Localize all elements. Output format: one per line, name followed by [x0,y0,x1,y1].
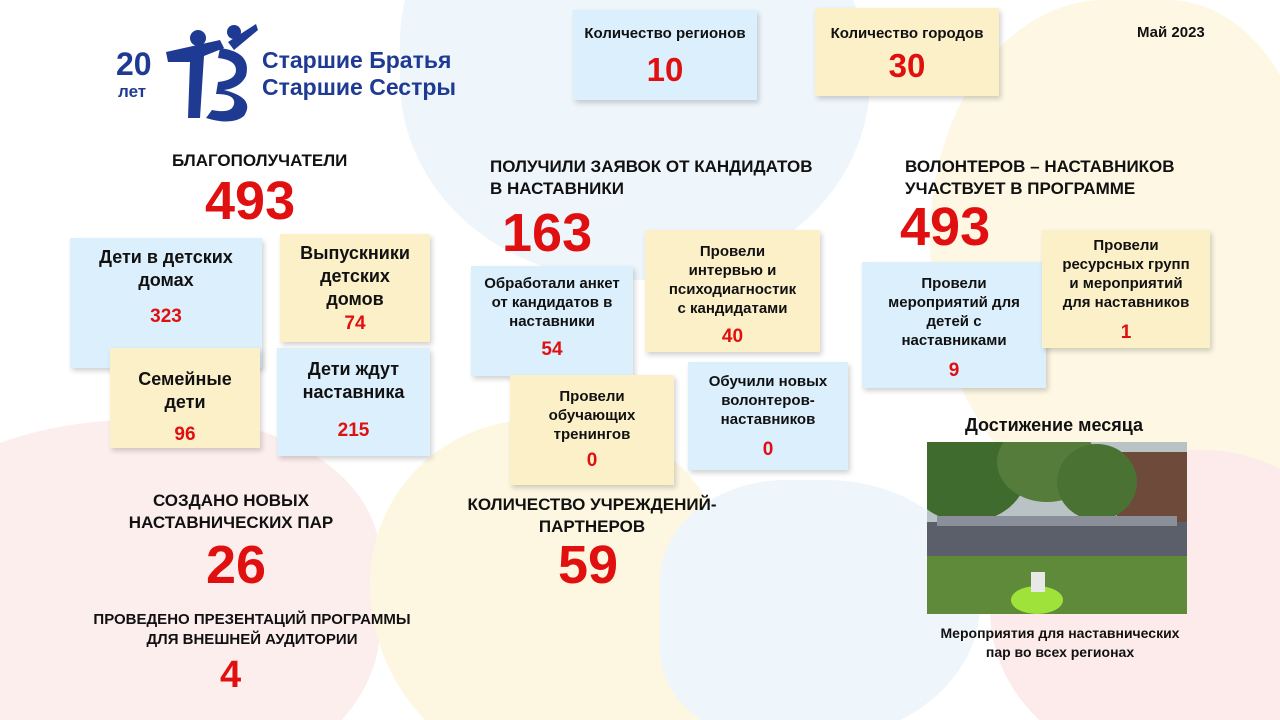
interviews-value: 40 [721,326,744,347]
trained-volunteers-card [688,362,848,470]
beneficiaries-value: 493 [205,171,296,231]
trainings-card [510,375,674,485]
interviews-card [645,230,820,352]
resource-groups-value: 1 [1120,322,1132,343]
family-children-value: 96 [174,424,196,445]
report-date: Май 2023 [1137,24,1205,41]
orphanage-children-value: 323 [150,306,182,327]
logo-years: 20 [116,46,152,82]
trained-volunteers-label: Обучили новых волонтеров- наставников [708,373,828,428]
resource-groups-card [1042,230,1210,348]
pairs-title-line1: СОЗДАНО НОВЫХ [152,491,310,510]
orphanage-graduates-label: Выпускники детских домов [300,243,410,309]
children-waiting-value: 215 [337,420,370,441]
presentations-title [72,610,432,650]
resource-groups-label: Провели ресурсных групп и мероприятий для наставников [1062,237,1190,311]
achievement-title: Достижение месяца [964,415,1144,435]
regions-card [573,10,757,100]
orphanage-children-label: Дети в детских домах [99,247,233,290]
volunteers-title-line2: УЧАСТВУЕТ В ПРОГРАММЕ [905,179,1136,198]
pairs-value: 26 [206,535,267,595]
achievement-caption [900,624,1220,662]
pairs-title [116,490,346,534]
volunteers-value: 493 [900,197,991,257]
cities-label: Количество городов [830,25,984,42]
applications-title-line1: ПОЛУЧИЛИ ЗАЯВОК ОТ КАНДИДАТОВ [490,157,813,176]
family-children-label: Семейные дети [138,369,232,412]
group-photo-image [927,442,1187,614]
organization-logo [112,14,492,126]
achievement-photo [927,442,1187,614]
children-waiting-card [277,348,430,456]
interviews-label: Провели интервью и психодиагностик с кандидатами [668,243,797,317]
trained-volunteers-value: 0 [762,439,774,460]
partners-title-line1: КОЛИЧЕСТВО УЧРЕЖДЕНИЙ- [467,495,717,514]
children-events-value: 9 [948,360,960,381]
family-children-card [110,348,260,448]
cities-value: 30 [888,47,926,84]
children-events-label: Провели мероприятий для детей с наставниками [888,275,1020,349]
partners-value: 59 [558,535,619,595]
background-shape [0,420,380,720]
applications-value: 163 [502,203,593,263]
processed-forms-card [471,266,633,376]
cities-card [815,8,999,96]
applications-title [490,156,812,200]
achievement-caption-line2: пар во всех регионах [985,644,1135,660]
children-events-card [862,262,1046,388]
trainings-label: Провели обучающих тренингов [548,388,636,443]
processed-forms-value: 54 [541,339,563,360]
processed-forms-label: Обработали анкет от кандидатов в наставники [484,275,620,330]
regions-value: 10 [646,51,684,88]
volunteers-title-line1: ВОЛОНТЕРОВ – НАСТАВНИКОВ [905,157,1175,176]
achievement-caption-line1: Мероприятия для наставнических [940,625,1180,641]
partners-title [452,494,732,538]
orphanage-graduates-card [280,234,430,342]
volunteers-title [905,156,1175,200]
logo-figures-icon [160,18,260,126]
orphanage-graduates-value: 74 [344,313,366,334]
applications-title-line2: В НАСТАВНИКИ [490,179,624,198]
trainings-value: 0 [586,450,598,471]
regions-label: Количество регионов [584,25,746,42]
children-waiting-label: Дети ждут наставника [302,359,405,402]
logo-title-line2: Старшие Сестры [262,74,457,100]
presentations-title-line2: ДЛЯ ВНЕШНЕЙ АУДИТОРИИ [146,631,358,648]
logo-years-unit: лет [118,82,147,101]
presentations-title-line1: ПРОВЕДЕНО ПРЕЗЕНТАЦИЙ ПРОГРАММЫ [93,611,411,628]
beneficiaries-title: БЛАГОПОЛУЧАТЕЛИ [172,151,348,170]
pairs-title-line2: НАСТАВНИЧЕСКИХ ПАР [128,513,334,532]
logo-title-line1: Старшие Братья [262,47,452,73]
partners-title-line2: ПАРТНЕРОВ [538,517,646,536]
presentations-value: 4 [220,654,242,696]
